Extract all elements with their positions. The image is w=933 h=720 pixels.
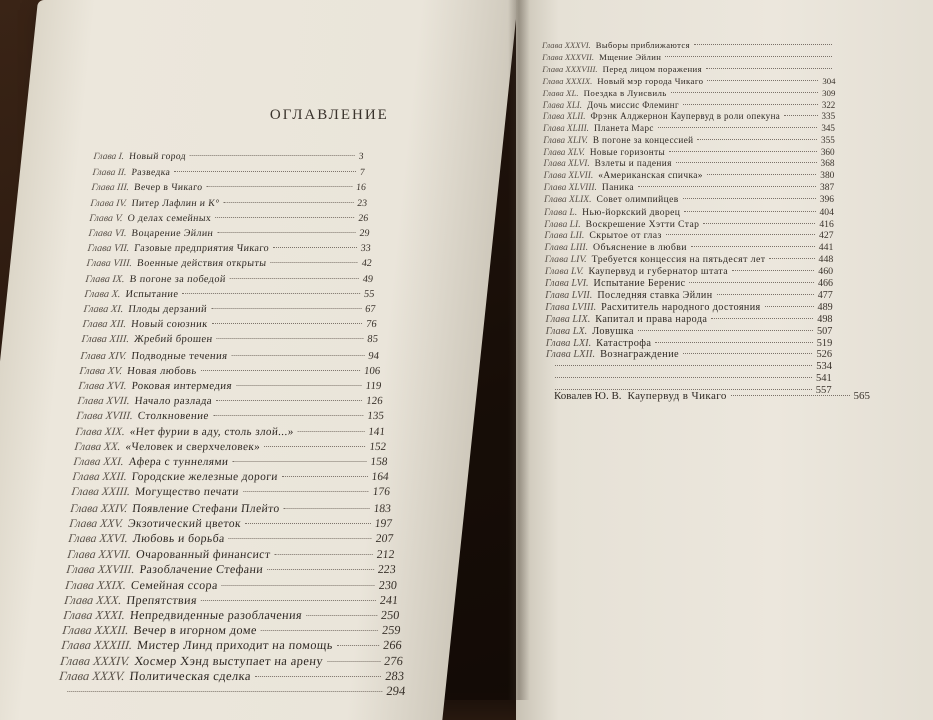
chapter-number: Глава LVI.: [545, 278, 589, 289]
page-number: 416: [819, 218, 834, 230]
chapter-title: Питер Лафлин и К°: [131, 197, 221, 209]
toc-entry: [85, 274, 374, 288]
page-number: 460: [818, 266, 834, 278]
leader-dots: [555, 365, 812, 366]
right-page: [516, 0, 933, 720]
chapter-number: Глава XLVII.: [543, 170, 594, 181]
page-number: 164: [370, 471, 390, 484]
chapter-number: Глава XII.: [81, 319, 127, 331]
chapter-title: «Нет фурии в аду, столь злой...»: [129, 425, 295, 438]
chapter-title: Роковая интермедия: [131, 380, 233, 392]
page-number: 345: [821, 123, 835, 134]
chapter-title: Начало разлада: [134, 395, 213, 408]
chapter-title: Городские железные дороги: [131, 471, 279, 484]
page-number: 183: [372, 501, 392, 515]
chapter-number: Глава LIV.: [544, 254, 587, 266]
chapter-number: Глава XX.: [73, 440, 122, 453]
page-number: 94: [367, 349, 380, 362]
leader-dots: [784, 115, 817, 116]
leader-dots: [213, 415, 364, 416]
page-number: 477: [817, 289, 833, 301]
chapter-title: Перед лицом поражения: [602, 63, 703, 74]
leader-dots: [658, 127, 817, 128]
chapter-number: Глава XIV.: [79, 349, 128, 362]
chapter-number: Глава XLV.: [543, 147, 585, 158]
chapter-title: Воскрешение Хэтти Стар: [585, 218, 700, 230]
leader-dots: [327, 661, 380, 662]
page-number: 223: [377, 562, 397, 577]
page-number: 519: [816, 337, 833, 349]
chapter-title: «Американская спичка»: [598, 170, 703, 181]
leader-dots: [689, 282, 814, 283]
toc-entry: [66, 562, 397, 576]
chapter-number: Глава LVIII.: [545, 301, 597, 313]
chapter-number: Глава XLVIII.: [543, 182, 597, 193]
leader-dots: [182, 293, 360, 294]
chapter-title: Политическая сделка: [128, 668, 252, 683]
toc-entry: [69, 517, 393, 531]
leader-dots: [707, 174, 816, 175]
leader-dots: [255, 676, 381, 677]
chapter-title: Поездка в Луисвиль: [583, 87, 667, 98]
page-number: 67: [364, 304, 377, 315]
page-number: 283: [384, 668, 405, 683]
page-number: 141: [367, 425, 386, 438]
chapter-title: Скрытое от глаз: [589, 230, 662, 242]
chapter-title: Афера с туннелями: [128, 456, 230, 468]
leader-dots: [206, 186, 352, 187]
chapter-title: Дочь миссис Флеминг: [587, 99, 680, 110]
chapter-number: Глава XXI.: [72, 456, 125, 468]
chapter-title: Испытание Беренис: [593, 278, 686, 289]
chapter-title: Семейная ссора: [130, 577, 219, 592]
leader-dots: [201, 600, 376, 601]
page-number: 266: [382, 638, 403, 653]
leader-dots: [717, 294, 814, 295]
chapter-number: Глава XXXIII.: [60, 638, 133, 653]
toc-entry: [73, 456, 388, 470]
leader-dots: [638, 330, 813, 331]
page-number: 197: [374, 516, 393, 530]
page-number: 294: [385, 684, 407, 698]
page-number: 119: [364, 380, 383, 392]
page-number: 498: [817, 313, 833, 325]
page-number: 16: [355, 182, 367, 194]
toc-entry: [78, 380, 382, 394]
page-number: 126: [365, 395, 384, 408]
chapter-number: Глава XI.: [82, 304, 124, 315]
chapter-number: Глава XXII.: [71, 471, 128, 484]
chapter-title: Катастрофа: [596, 337, 652, 349]
toc-entry: [68, 532, 394, 546]
chapter-title: Любовь и борьба: [132, 532, 226, 545]
toc-entry: [79, 365, 381, 379]
afterword-title: Каупервуд в Чикаго: [627, 390, 727, 402]
page-number: 85: [366, 334, 379, 346]
chapter-number: Глава XXIX.: [64, 577, 127, 592]
toc-entry: [90, 198, 368, 212]
chapter-number: Глава XLIV.: [543, 135, 588, 146]
page-number: 207: [375, 532, 395, 545]
page-number: 380: [820, 170, 835, 181]
chapter-title: Нью-йоркский дворец: [582, 206, 681, 218]
chapter-number: Глава XV.: [78, 364, 123, 377]
toc-entry: [59, 669, 405, 683]
leader-dots: [683, 104, 818, 105]
page-number: 33: [360, 243, 372, 255]
chapter-number: Глава II.: [91, 167, 128, 179]
leader-dots: [217, 338, 364, 339]
chapter-title: Планета Марс: [593, 123, 654, 134]
leader-dots: [638, 186, 816, 187]
chapter-title: Выборы приближаются: [595, 40, 690, 50]
toc-entry: [76, 410, 385, 424]
chapter-title: Каупервуд и губернатор штата: [588, 266, 729, 278]
page-number: 541: [815, 373, 832, 385]
page-number: 335: [821, 111, 836, 122]
chapter-title: Воцарение Эйлин: [130, 228, 214, 239]
page-number: 448: [818, 254, 834, 266]
leader-dots: [694, 44, 832, 45]
chapter-title: Столкновение: [137, 410, 210, 423]
chapter-number: Глава LIX.: [545, 313, 591, 325]
toc-entry: [58, 684, 406, 698]
leader-dots: [769, 258, 814, 259]
leader-dots: [216, 400, 362, 401]
toc-entry: [60, 654, 404, 668]
chapter-title: Новый мэр города Чикаго: [597, 75, 704, 86]
toc-entry: [64, 593, 399, 607]
page-number: 212: [376, 547, 396, 562]
page-number: 176: [371, 486, 391, 499]
page-number: 404: [819, 206, 834, 218]
page-number: 387: [820, 182, 835, 193]
page-number: 158: [369, 456, 389, 468]
chapter-title: Требуется концессия на пятьдесят лет: [591, 254, 766, 266]
chapter-title: Фрэнк Алджернон Каупервуд в роли опекуна: [590, 111, 781, 122]
leader-dots: [337, 645, 379, 646]
page-number: 368: [820, 159, 835, 169]
leader-dots: [67, 691, 382, 692]
leader-dots: [707, 80, 818, 81]
chapter-number: Глава VII.: [86, 243, 130, 255]
leader-dots: [703, 223, 815, 224]
leader-dots: [232, 355, 365, 356]
page-number: 259: [381, 623, 402, 638]
page-number: 441: [818, 242, 834, 254]
leader-dots: [224, 202, 354, 203]
chapter-number: Глава X.: [83, 288, 122, 300]
toc-entry: [74, 441, 387, 455]
chapter-number: Глава XXXVII.: [542, 51, 595, 62]
toc-entry: [77, 395, 384, 409]
page-number: 355: [821, 135, 835, 146]
page-number: 55: [363, 288, 375, 300]
leader-dots: [273, 247, 357, 248]
leader-dots: [229, 538, 372, 539]
chapter-number: Глава XLIII.: [543, 123, 589, 134]
page-number: 276: [383, 653, 404, 668]
chapter-title: Хосмер Хэнд выступает на арену: [133, 653, 324, 668]
page-number: 26: [357, 212, 369, 224]
chapter-number: Глава VI.: [87, 228, 128, 239]
chapter-title: Военные действия открыты: [136, 258, 268, 270]
toc-entry: [75, 426, 386, 440]
chapter-number: Глава XXXIV.: [59, 653, 131, 668]
chapter-number: Глава XLIX.: [543, 194, 592, 205]
toc-entry: [61, 638, 403, 652]
leader-dots: [691, 246, 815, 247]
page-number: 396: [819, 194, 835, 205]
leader-dots: [711, 318, 813, 319]
chapter-title: Разведка: [130, 167, 171, 179]
chapter-title: «Человек и сверхчеловек»: [124, 440, 261, 453]
page-number: 7: [359, 167, 366, 179]
chapter-title: Новая любовь: [126, 364, 198, 377]
chapter-title: Появление Стефани Плейто: [131, 501, 281, 515]
toc-title: ОГЛАВЛЕНИЕ: [269, 107, 389, 123]
chapter-number: Глава XXVI.: [67, 532, 129, 545]
page-number: 309: [822, 87, 836, 98]
chapter-number: Глава LII.: [544, 230, 585, 242]
chapter-number: Глава IX.: [84, 273, 126, 285]
chapter-title: Экзотический цветок: [127, 516, 242, 530]
page-number: 42: [361, 258, 373, 270]
chapter-number: Глава XL.: [542, 87, 579, 98]
leader-dots: [669, 151, 817, 152]
page-number: 507: [816, 325, 833, 337]
chapter-title: Вознаграждение: [600, 349, 680, 361]
chapter-number: Глава XVI.: [77, 380, 128, 392]
page-number: 152: [368, 440, 387, 453]
page-number: 526: [816, 349, 833, 361]
chapter-title: Ловушка: [592, 325, 634, 337]
page-number: 241: [379, 592, 399, 607]
chapter-number: Глава V.: [88, 212, 124, 224]
leader-dots: [306, 615, 377, 616]
page-number: 489: [817, 301, 833, 313]
chapter-title: Мщение Эйлин: [599, 51, 662, 62]
afterword-page-number: 565: [853, 390, 870, 402]
page-number: 466: [818, 278, 833, 289]
toc-entry: [67, 547, 396, 561]
leader-dots: [236, 385, 362, 386]
chapter-number: Глава XVII.: [76, 395, 131, 408]
chapter-number: Глава XXVIII.: [65, 562, 136, 577]
chapter-number: Глава XLII.: [542, 111, 586, 122]
page-number: 3: [358, 152, 365, 162]
chapter-title: Жребий брошен: [133, 334, 214, 346]
page-number: 23: [356, 197, 368, 209]
chapter-number: Глава LVII.: [545, 289, 593, 301]
chapter-number: Глава LXII.: [545, 349, 596, 361]
leader-dots: [215, 217, 354, 218]
leader-dots: [174, 171, 356, 172]
leader-dots: [731, 395, 850, 396]
leader-dots: [267, 569, 374, 570]
chapter-number: Глава XIX.: [74, 425, 126, 438]
chapter-number: Глава XXVII.: [66, 547, 132, 562]
leader-dots: [555, 377, 812, 378]
page-number: 135: [366, 410, 385, 423]
chapter-number: Глава XXV.: [68, 516, 124, 530]
leader-dots: [671, 92, 818, 93]
leader-dots: [261, 630, 378, 631]
toc-entry: [80, 350, 380, 364]
chapter-title: Расхититель народного достояния: [601, 301, 761, 313]
chapter-title: Паника: [601, 182, 634, 193]
chapter-title: О делах семейных: [127, 212, 212, 224]
chapter-title: Последняя ставка Эйлин: [597, 289, 713, 301]
chapter-title: Мистер Линд приходит на помощь: [136, 638, 334, 653]
chapter-title: Плоды дерзаний: [127, 304, 208, 315]
chapter-title: Препятствия: [125, 592, 198, 607]
page-number: 106: [363, 364, 381, 377]
leader-dots: [201, 370, 360, 371]
toc-entry: [63, 608, 400, 622]
afterword-entry: [554, 390, 870, 404]
page-number: 29: [358, 228, 371, 239]
page-number: 360: [820, 147, 835, 158]
chapter-number: Глава XXIV.: [69, 501, 129, 515]
toc-entry: [93, 152, 364, 166]
chapter-number: Глава IV.: [89, 197, 128, 209]
leader-dots: [243, 491, 369, 492]
chapter-number: Глава XLI.: [542, 99, 582, 110]
leader-dots: [211, 308, 361, 309]
chapter-title: Взлеты и падения: [594, 159, 672, 169]
toc-entry: [65, 578, 398, 592]
leader-dots: [298, 431, 365, 432]
leader-dots: [732, 270, 814, 271]
chapter-number: Глава XXXV.: [58, 668, 126, 683]
toc-entry: [70, 502, 392, 516]
chapter-number: Глава LV.: [544, 266, 584, 278]
chapter-number: Глава XLVI.: [543, 159, 590, 169]
leader-dots: [282, 476, 368, 477]
leader-dots: [706, 68, 832, 69]
toc-entry: [87, 243, 372, 257]
chapter-title: В погоне за концессией: [592, 135, 694, 146]
leader-dots: [655, 342, 812, 343]
page-number: 230: [378, 577, 398, 592]
chapter-number: Глава LXI.: [545, 337, 592, 349]
chapter-number: Глава XXX.: [63, 592, 123, 607]
chapter-number: Глава I.: [92, 152, 125, 162]
page-number: 322: [821, 99, 836, 110]
chapter-title: Подводные течения: [130, 349, 229, 362]
chapter-title: Новый город: [128, 152, 187, 162]
leader-dots: [232, 461, 366, 462]
chapter-title: В погоне за победой: [129, 273, 227, 285]
chapter-number: Глава LX.: [545, 325, 588, 337]
chapter-title: Новые горизонты: [589, 147, 666, 158]
chapter-title: Испытание: [124, 288, 179, 300]
chapter-title: Вечер в Чикаго: [133, 182, 204, 194]
leader-dots: [284, 508, 370, 509]
leader-dots: [697, 139, 817, 140]
chapter-number: Глава XVIII.: [75, 410, 134, 423]
chapter-number: Глава XXXIX.: [542, 75, 593, 86]
leader-dots: [264, 446, 365, 447]
leader-dots: [684, 211, 815, 212]
leader-dots: [765, 306, 814, 307]
chapter-title: Газовые предприятия Чикаго: [133, 243, 270, 255]
chapter-title: Непредвиденные разоблачения: [129, 608, 303, 622]
chapter-title: Очарованный финансист: [135, 547, 272, 562]
leader-dots: [683, 198, 816, 199]
leader-dots: [665, 56, 832, 57]
page-number: 304: [822, 75, 836, 86]
leader-dots: [683, 353, 812, 354]
toc-entry: [91, 182, 367, 196]
chapter-number: Глава LI.: [544, 218, 581, 230]
chapter-title: Совет олимпийцев: [596, 194, 679, 205]
leader-dots: [274, 554, 372, 555]
chapter-number: Глава XIII.: [80, 334, 130, 346]
leader-dots: [676, 162, 817, 163]
page-number: 250: [380, 608, 401, 622]
chapter-title: Могущество печати: [134, 486, 240, 499]
toc-entry: [72, 471, 390, 485]
leader-dots: [666, 234, 815, 235]
toc-entry: [92, 167, 366, 181]
page-number: 427: [819, 230, 834, 242]
toc-entry: [89, 213, 369, 227]
chapter-number: Глава VIII.: [85, 258, 133, 270]
toc-entry: [82, 319, 378, 333]
page-number: 49: [362, 273, 374, 285]
chapter-number: Глава LIII.: [544, 242, 589, 254]
book-gutter: [508, 0, 530, 700]
chapter-title: Разоблачение Стефани: [138, 562, 264, 577]
leader-dots: [230, 278, 359, 279]
toc-entry: [86, 258, 373, 272]
toc-entry: [62, 623, 402, 637]
chapter-title: Капитал и права народа: [595, 313, 708, 325]
toc-entry: [84, 289, 375, 303]
afterword-author: Ковалев Ю. В.: [554, 390, 622, 402]
leader-dots: [190, 155, 355, 156]
page-number: 534: [816, 361, 832, 373]
toc-entry: [83, 304, 376, 318]
page-number: 557: [815, 385, 832, 397]
toc-entry: [88, 228, 370, 242]
chapter-number: Глава XXXVI.: [542, 40, 591, 50]
leader-dots: [217, 232, 355, 233]
chapter-title: Объяснение в любви: [593, 242, 687, 254]
toc-entry: [71, 486, 391, 500]
chapter-number: Глава XXXI.: [62, 608, 126, 622]
page-number: 76: [365, 319, 378, 331]
leader-dots: [245, 523, 371, 524]
leader-dots: [222, 585, 375, 586]
chapter-number: Глава XXXII.: [61, 623, 130, 638]
chapter-title: Вечер в игорном доме: [132, 623, 258, 638]
leader-dots: [212, 323, 363, 324]
chapter-number: Глава III.: [90, 182, 130, 194]
toc-entry: [81, 334, 379, 348]
leader-dots: [271, 262, 358, 263]
chapter-number: Глава XXIII.: [70, 486, 131, 499]
chapter-title: Новый союзник: [130, 319, 209, 331]
chapter-number: Глава L.: [544, 206, 578, 218]
chapter-number: Глава XXXVIII.: [542, 63, 598, 74]
